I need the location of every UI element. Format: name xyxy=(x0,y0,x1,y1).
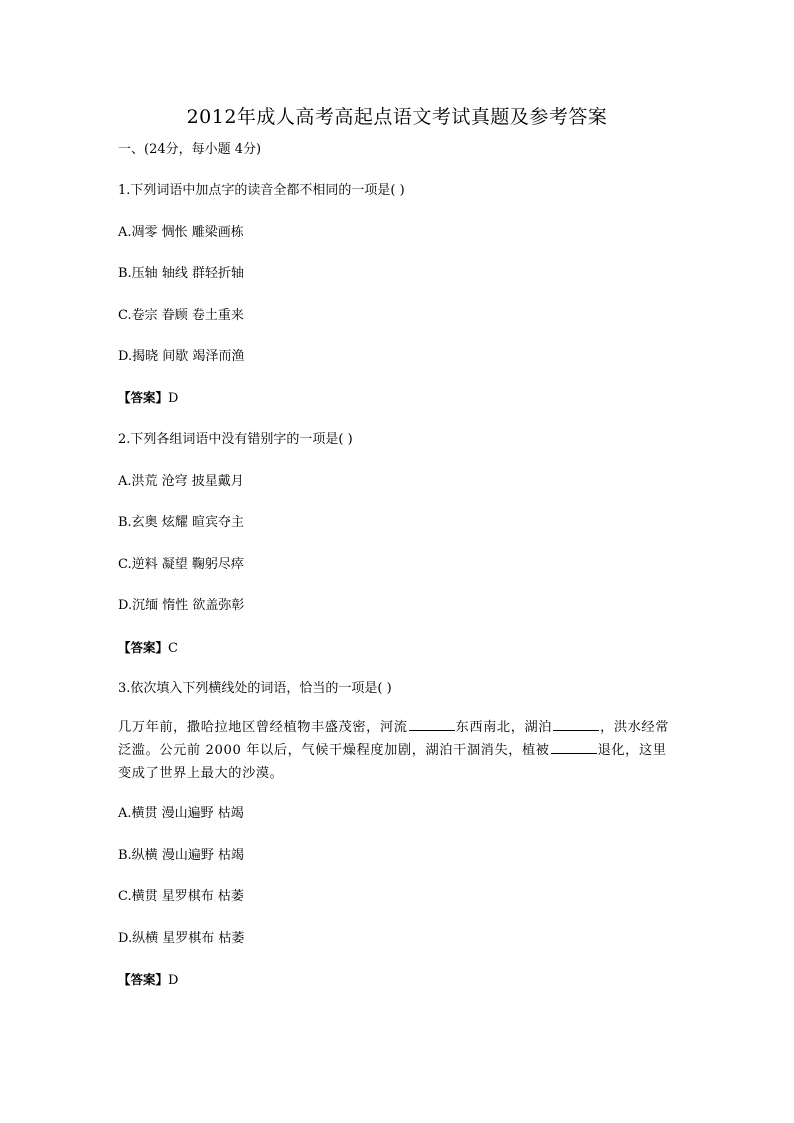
answer-label: 【答案】 xyxy=(118,390,169,405)
passage-text-3: ，洪水经常泛滥。公元前 2000 年以后，气候干燥程度加剧，湖泊干涸消失，植被 xyxy=(118,720,669,758)
question-1-option-d: D.揭晓 间歇 竭泽而渔 xyxy=(118,349,245,364)
passage-text-1: 几万年前，撒哈拉地区曾经植物丰盛茂密，河流 xyxy=(118,720,408,735)
question-3-passage xyxy=(118,716,674,785)
question-3-answer xyxy=(118,970,678,991)
answer-label: 【答案】 xyxy=(118,640,169,655)
document-title: 2012年成人高考高起点语文考试真题及参考答案 xyxy=(186,106,608,128)
question-1-answer xyxy=(118,388,678,409)
section-header: 一、(24分，每小题 4分) xyxy=(118,142,262,157)
answer-label: 【答案】 xyxy=(118,972,169,987)
question-3-stem: 3.依次填入下列横线处的词语，恰当的一项是( ) xyxy=(118,681,392,696)
question-1-option-a: A.凋零 惆怅 雕梁画栋 xyxy=(118,225,244,240)
question-3-option-b: B.纵横 漫山遍野 枯竭 xyxy=(118,848,244,863)
answer-value: C xyxy=(168,641,178,656)
question-2-option-d: D.沉缅 惰性 欲盖弥彰 xyxy=(118,598,245,613)
fill-blank-1 xyxy=(409,716,455,731)
answer-value: D xyxy=(168,391,179,406)
question-1-stem: 1.下列词语中加点字的读音全都不相同的一项是( ) xyxy=(118,183,405,198)
question-2-stem: 2.下列各组词语中没有错别字的一项是( ) xyxy=(118,432,353,447)
question-2-option-a: A.洪荒 沧穹 披星戴月 xyxy=(118,474,244,489)
question-3-option-a: A.横贯 漫山遍野 枯竭 xyxy=(118,806,244,821)
answer-value: D xyxy=(168,973,179,988)
question-2-option-b: B.玄奥 炫耀 暄宾夺主 xyxy=(118,515,244,530)
question-3-option-d: D.纵横 星罗棋布 枯萎 xyxy=(118,931,245,946)
passage-text-4: 退化，这里变成了世界上最大的沙漠。 xyxy=(118,743,667,781)
question-3-option-c: C.横贯 星罗棋布 枯萎 xyxy=(118,889,244,904)
passage-text-2: 东西南北，湖泊 xyxy=(455,720,553,735)
fill-blank-2 xyxy=(553,716,599,731)
fill-blank-3 xyxy=(551,739,597,754)
question-1-option-b: B.压轴 轴线 群轻折轴 xyxy=(118,266,244,281)
question-2-option-c: C.逆料 凝望 鞠躬尽瘁 xyxy=(118,557,244,572)
question-1-option-c: C.卷宗 眷顾 卷土重来 xyxy=(118,308,244,323)
question-2-answer xyxy=(118,638,678,659)
